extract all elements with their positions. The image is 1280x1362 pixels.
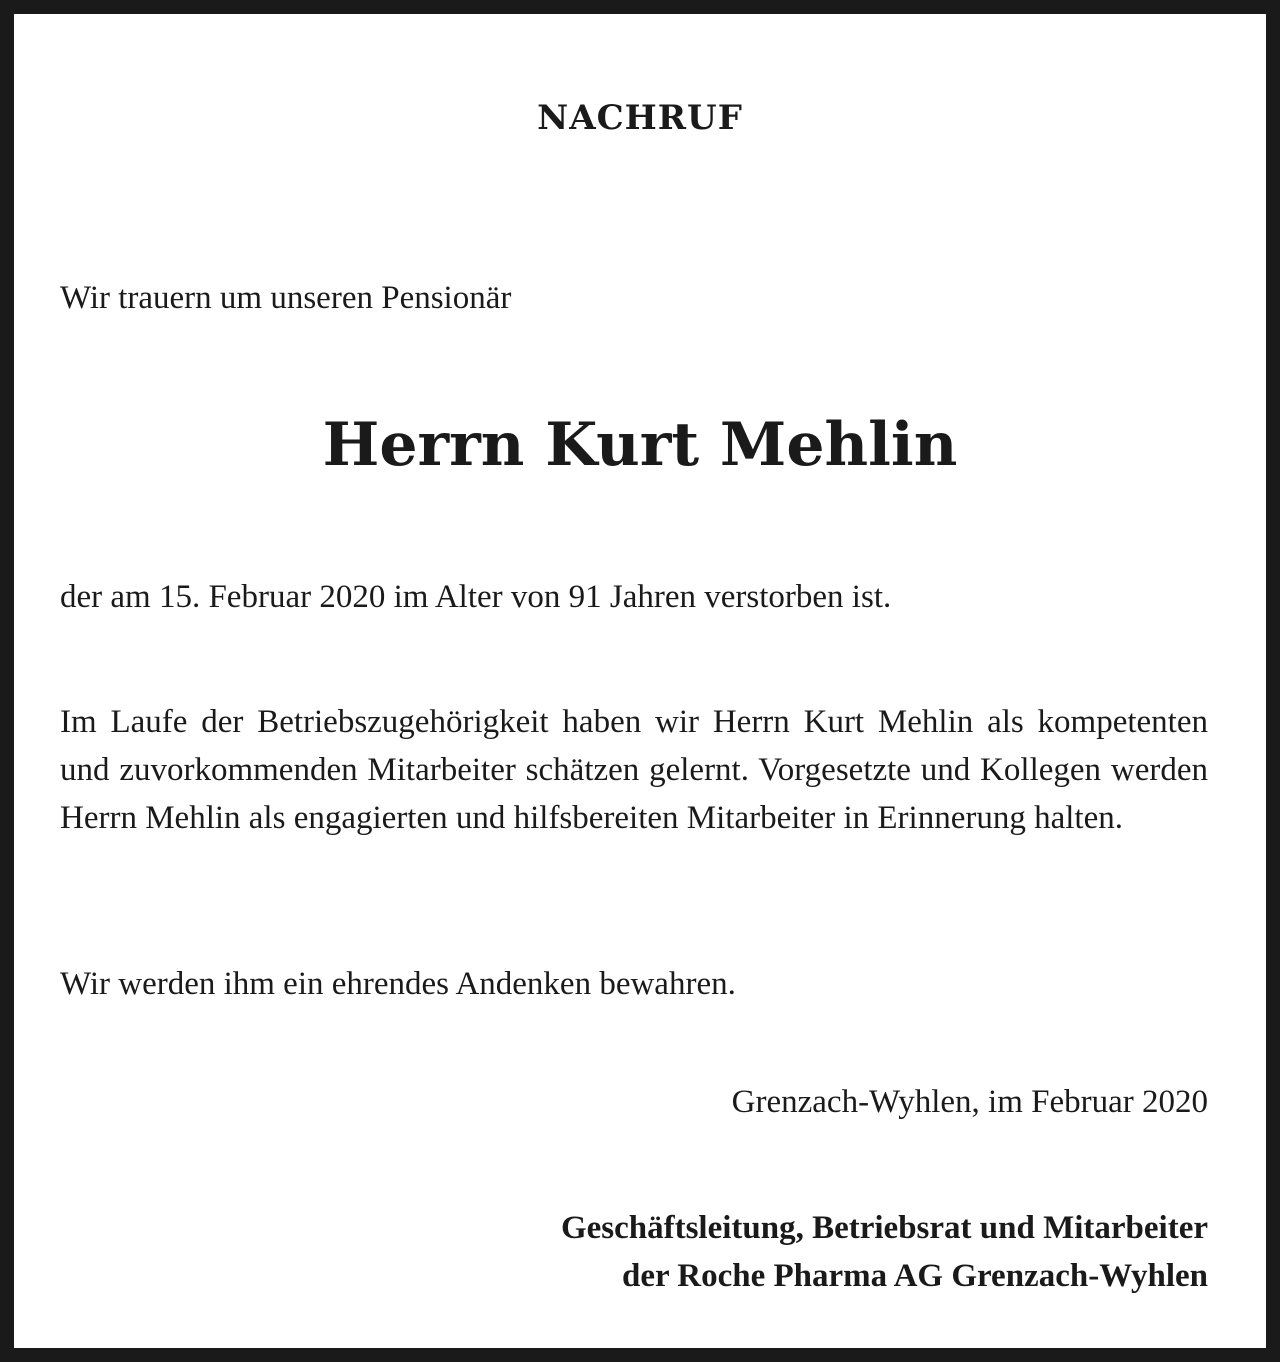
signature-line-2: der Roche Pharma AG Grenzach-Wyhlen bbox=[621, 1258, 1208, 1294]
place-date-line: Grenzach-Wyhlen, im Februar 2020 bbox=[731, 1084, 1208, 1120]
tribute-paragraph: Im Laufe der Betriebszugehörigkeit haben wir Herrn Kurt Mehlin als kompetenten und zuvorkommenden Mitarbeiter schätzen gelernt. Vorgesetzte und Kollegen werden Herrn Mehlin als engagierten und hilfsbereiten Mitarbeiter in Erinnerung halten. bbox=[60, 704, 1208, 836]
death-date-line: der am 15. Februar 2020 im Alter von 91 Jahren verstorben ist. bbox=[60, 579, 892, 615]
signature-block bbox=[561, 1204, 1208, 1300]
intro-line: Wir trauern um unseren Pensionär bbox=[60, 280, 512, 316]
signature-line-1: Geschäftsleitung, Betriebsrat und Mitarbeiter bbox=[560, 1210, 1208, 1246]
notice-heading: NACHRUF bbox=[537, 98, 743, 138]
deceased-name: Herrn Kurt Mehlin bbox=[322, 410, 958, 480]
closing-line: Wir werden ihm ein ehrendes Andenken bewahren. bbox=[60, 966, 736, 1002]
